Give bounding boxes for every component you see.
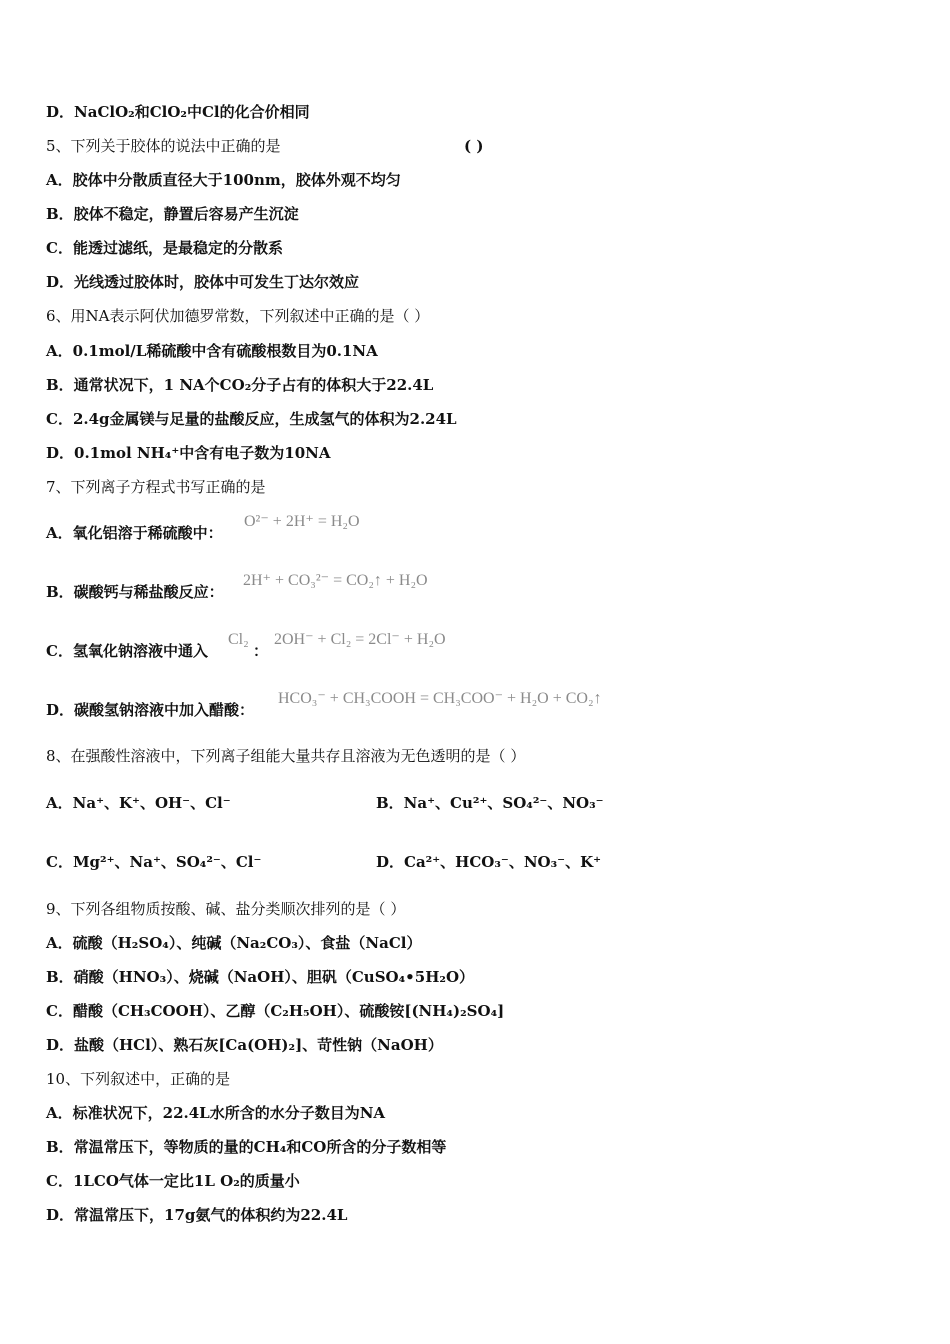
q7-option-a-formula: O²⁻ + 2H⁺ = H₂O [244, 513, 360, 530]
q7-option-b-formula: 2H⁺ + CO₃²⁻ = CO₂↑ + H₂O [243, 572, 428, 589]
q10-option-b: B．常温常压下，等物质的量的CH₄和CO所含的分子数相等 [46, 1138, 447, 1156]
q8-option-d: D．Ca²⁺、HCO₃⁻、NO₃⁻、K⁺ [376, 853, 602, 871]
q6-option-a: A．0.1mol/L稀硫酸中含有硫酸根数目为0.1NA [46, 342, 378, 360]
q7-option-b: B．碳酸钙与稀盐酸反应： [46, 583, 224, 601]
q10-option-d: D．常温常压下，17g氨气的体积约为22.4L [46, 1206, 348, 1224]
q5-option-a: A．胶体中分散质直径大于100nm，胶体外观不均匀 [46, 171, 401, 189]
q7-option-d-formula: HCO₃⁻ + CH₃COOH = CH₃COO⁻ + H₂O + CO₂↑ [278, 690, 602, 707]
q8-option-a: A．Na⁺、K⁺、OH⁻、Cl⁻ [46, 794, 231, 812]
q8-option-b: B．Na⁺、Cu²⁺、SO₄²⁻、NO₃⁻ [376, 794, 604, 812]
option-d-prev: D．NaClO₂和ClO₂中Cl的化合价相同 [46, 103, 310, 121]
q7-option-c-cl2: Cl₂ [228, 631, 249, 648]
q5-option-c: C．能透过滤纸，是最稳定的分散系 [46, 239, 283, 257]
q7-option-c-text: C．氢氧化钠溶液中通入 [46, 642, 208, 660]
question-6: 6、用NA表示阿伏加德罗常数，下列叙述中正确的是（ ） [46, 307, 430, 325]
q6-option-c: C．2.4g金属镁与足量的盐酸反应，生成氢气的体积为2.24L [46, 410, 457, 428]
q9-option-b: B．硝酸（HNO₃）、烧碱（NaOH）、胆矾（CuSO₄•5H₂O） [46, 968, 475, 986]
q9-option-d: D．盐酸（HCl）、熟石灰[Ca(OH)₂]、苛性钠（NaOH） [46, 1036, 443, 1054]
q8-option-c: C．Mg²⁺、Na⁺、SO₄²⁻、Cl⁻ [46, 853, 262, 871]
question-10: 10、下列叙述中，正确的是 [46, 1070, 231, 1088]
question-7: 7、下列离子方程式书写正确的是 [46, 478, 266, 496]
q9-option-a: A．硫酸（H₂SO₄）、纯碱（Na₂CO₃）、食盐（NaCl） [46, 934, 422, 952]
question-5-paren: ( ) [464, 137, 484, 155]
question-5-text: 5、下列关于胶体的说法中正确的是 [46, 137, 281, 155]
q7-option-d: D．碳酸氢钠溶液中加入醋酸： [46, 701, 255, 719]
q7-option-c [46, 641, 208, 661]
q9-option-c: C．醋酸（CH₃COOH）、乙醇（C₂H₅OH）、硫酸铵[(NH₄)₂SO₄] [46, 1002, 505, 1020]
q10-option-c: C．1LCO气体一定比1L O₂的质量小 [46, 1172, 300, 1190]
q10-option-a: A．标准状况下，22.4L水所含的水分子数目为NA [46, 1104, 386, 1122]
q6-option-d: D．0.1mol NH₄⁺中含有电子数为10NA [46, 444, 331, 462]
q5-option-d: D．光线透过胶体时，胶体中可发生丁达尔效应 [46, 273, 360, 291]
question-9: 9、下列各组物质按酸、碱、盐分类顺次排列的是（ ） [46, 900, 406, 918]
q6-option-b: B．通常状况下，1 NA个CO₂分子占有的体积大于22.4L [46, 376, 434, 394]
q7-option-c-colon: ： [253, 642, 269, 660]
q7-option-a: A．氧化铝溶于稀硫酸中： [46, 524, 223, 542]
q7-option-c-formula: 2OH⁻ + Cl₂ = 2Cl⁻ + H₂O [274, 631, 446, 648]
question-5 [46, 136, 281, 156]
question-8: 8、在强酸性溶液中，下列离子组能大量共存且溶液为无色透明的是（ ） [46, 747, 526, 765]
q5-option-b: B．胶体不稳定，静置后容易产生沉淀 [46, 205, 299, 223]
